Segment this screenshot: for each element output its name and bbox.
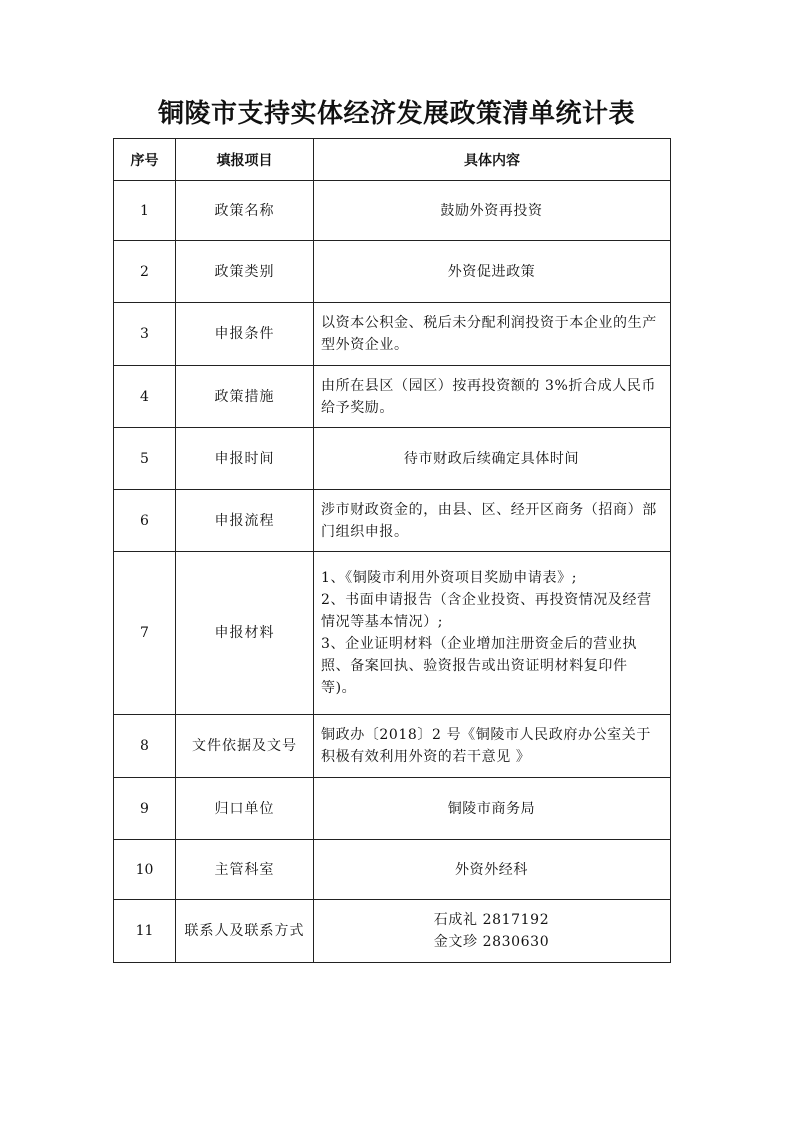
row-item: 联系人及联系方式: [176, 900, 314, 963]
row-item: 政策名称: [176, 181, 314, 241]
row-content: [314, 181, 671, 241]
content-line: 石成礼 2817192: [433, 912, 550, 928]
row-item: 申报条件: [176, 303, 314, 366]
row-item: 文件依据及文号: [176, 715, 314, 778]
row-num: 11: [114, 900, 176, 963]
table-header-row: [114, 139, 671, 181]
row-num: 10: [114, 840, 176, 900]
row-num: 7: [114, 552, 176, 715]
row-content: [314, 490, 671, 552]
row-num: 9: [114, 778, 176, 840]
row-num: 6: [114, 490, 176, 552]
content-line: 外资外经科: [455, 861, 528, 878]
table-row: [114, 428, 671, 490]
row-content: [314, 552, 671, 715]
page-title: 铜陵市支持实体经济发展政策清单统计表: [157, 99, 635, 129]
row-item: 政策类别: [176, 241, 314, 303]
row-item: 申报流程: [176, 490, 314, 552]
content-line: 3、企业证明材料（企业增加注册资金后的营业执照、备案回执、验资报告或出资证明材料复印件等)。: [321, 636, 638, 696]
row-content: [314, 303, 671, 366]
content-line: 涉市财政资金的，由县、区、经开区商务（招商）部门组织申报。: [321, 501, 657, 540]
row-num: 3: [114, 303, 176, 366]
table-row: [114, 552, 671, 715]
content-line: 以资本公积金、税后未分配利润投资于本企业的生产型外资企业。: [321, 315, 657, 353]
content-line: 铜陵市商务局: [447, 800, 536, 817]
content-line: 金文珍 2830630: [433, 934, 550, 950]
table-row: [114, 181, 671, 241]
row-content: [314, 241, 671, 303]
content-line: 2、书面申请报告（含企业投资、再投资情况及经营情况等基本情况）;: [321, 592, 652, 630]
content-line: 外资促进政策: [447, 263, 536, 280]
row-item: 申报时间: [176, 428, 314, 490]
content-line: 1、《铜陵市利用外资项目奖励申请表》;: [321, 570, 578, 586]
row-content: [314, 428, 671, 490]
table-row: [114, 241, 671, 303]
header-content: 具体内容: [314, 139, 671, 181]
content-line: 待市财政后续确定具体时间: [403, 450, 580, 467]
header-item: 填报项目: [176, 139, 314, 181]
row-item: 政策措施: [176, 366, 314, 428]
row-content: [314, 900, 671, 963]
row-num: 5: [114, 428, 176, 490]
header-num: 序号: [114, 139, 176, 181]
table-row: [114, 303, 671, 366]
row-content: [314, 778, 671, 840]
row-num: 4: [114, 366, 176, 428]
row-item: 归口单位: [176, 778, 314, 840]
content-line: 铜政办〔2018〕2 号《铜陵市人民政府办公室关于积极有效利用外资的若干意见 》: [321, 727, 651, 765]
table-row: [114, 778, 671, 840]
table-row: [114, 366, 671, 428]
row-content: [314, 715, 671, 778]
table-row: [114, 840, 671, 900]
table-row: [114, 900, 671, 963]
table-row: [114, 715, 671, 778]
policy-table: [113, 138, 671, 963]
content-line: 由所在县区（园区）按再投资额的 3%折合成人民币给予奖励。: [321, 377, 657, 416]
row-item: 申报材料: [176, 552, 314, 715]
row-num: 2: [114, 241, 176, 303]
row-content: [314, 840, 671, 900]
row-item: 主管科室: [176, 840, 314, 900]
row-num: 8: [114, 715, 176, 778]
row-content: [314, 366, 671, 428]
table-row: [114, 490, 671, 552]
content-line: 鼓励外资再投资: [440, 202, 543, 219]
row-num: 1: [114, 181, 176, 241]
